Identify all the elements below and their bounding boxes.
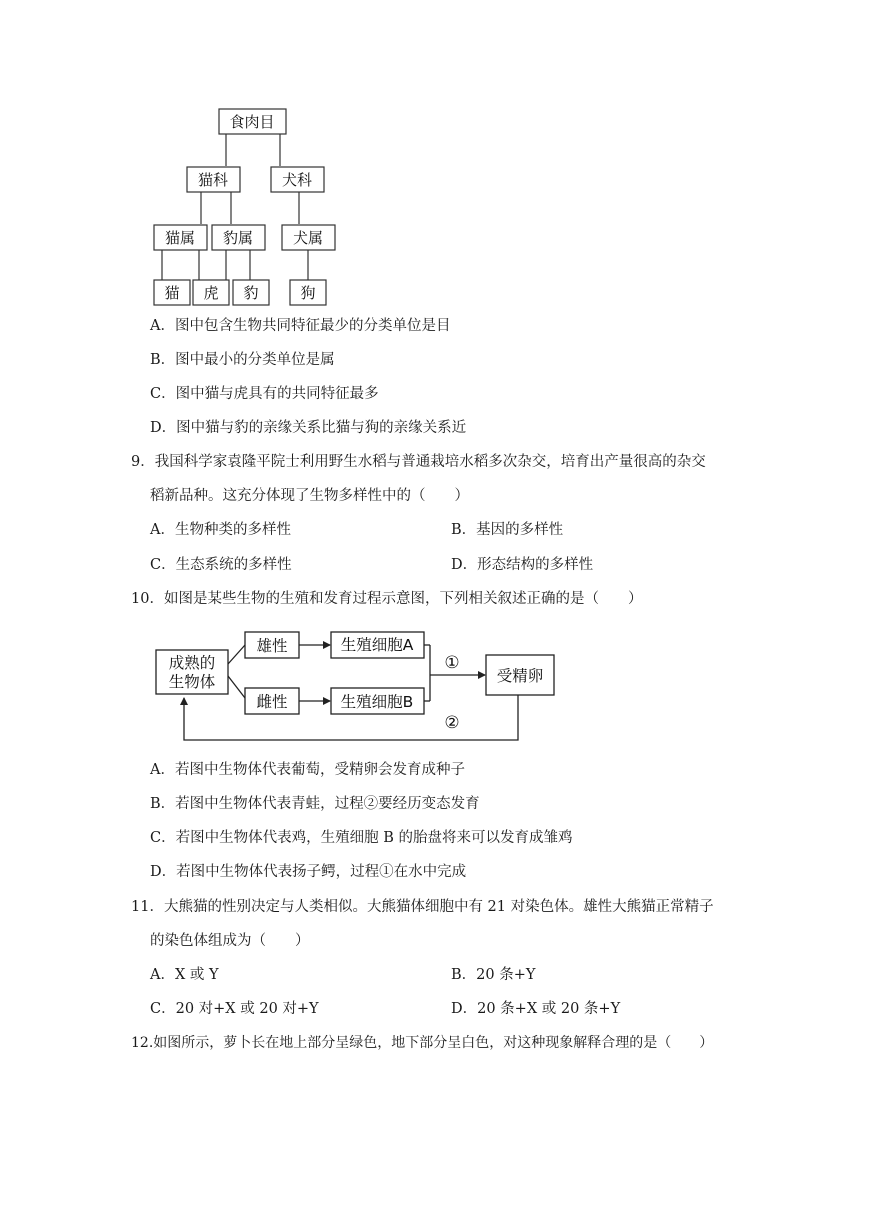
- species-cat-label: 猫: [164, 284, 180, 302]
- step-2-label: ②: [444, 713, 460, 733]
- q10-option-a: A．若图中生物体代表葡萄，受精卵会发育成种子: [150, 762, 465, 778]
- q11-stem-line2: 的染色体组成为（ ）: [150, 933, 310, 949]
- q11-option-b: B．20 条+Y: [451, 967, 536, 983]
- cell-a-label: 生殖细胞A: [340, 636, 414, 654]
- species-dog-label: 狗: [300, 284, 316, 302]
- q9-option-a: A．生物种类的多样性: [150, 522, 291, 538]
- step-1-label: ①: [444, 653, 460, 673]
- genus-cat-label: 猫属: [164, 229, 196, 247]
- q10-stem: 10．如图是某些生物的生殖和发育过程示意图，下列相关叙述正确的是（ ）: [131, 591, 643, 607]
- species-tiger-label: 虎: [203, 284, 219, 302]
- q11-option-c: C．20 对+X 或 20 对+Y: [150, 1001, 319, 1017]
- q9-option-c: C．生态系统的多样性: [150, 557, 292, 573]
- q8-option-c: C．图中猫与虎具有的共同特征最多: [150, 386, 379, 402]
- q10-option-c: C．若图中生物体代表鸡，生殖细胞 B 的胎盘将来可以发育成雏鸡: [150, 830, 573, 846]
- q9-option-d: D．形态结构的多样性: [451, 557, 594, 573]
- genus-dog-label: 犬属: [292, 229, 324, 247]
- q9-option-b: B．基因的多样性: [451, 522, 564, 538]
- reproduction-diagram: [0, 620, 869, 750]
- species-leopard-label: 豹: [243, 284, 259, 302]
- q8-option-b: B．图中最小的分类单位是属: [150, 352, 335, 368]
- family-dog-label: 犬科: [281, 171, 313, 189]
- q9-stem-line2: 稻新品种。这充分体现了生物多样性中的（ ）: [150, 488, 469, 504]
- genus-leopard-label: 豹属: [222, 229, 254, 247]
- q8-option-a: A．图中包含生物共同特征最少的分类单位是目: [150, 318, 451, 334]
- q8-option-d: D．图中猫与豹的亲缘关系比猫与狗的亲缘关系近: [150, 420, 467, 436]
- q9-stem-line1: 9．我国科学家袁隆平院士利用野生水稻与普通栽培水稻多次杂交，培育出产量很高的杂交: [131, 454, 706, 470]
- cell-b-label: 生殖细胞B: [340, 693, 414, 711]
- organism-label-line1: 成熟的: [168, 654, 216, 672]
- classification-tree-diagram: [0, 0, 869, 320]
- q11-option-d: D．20 条+X 或 20 条+Y: [451, 1001, 621, 1017]
- q11-option-a: A．X 或 Y: [150, 967, 219, 983]
- male-label: 雄性: [256, 637, 288, 655]
- organism-label-line2: 生物体: [168, 673, 216, 691]
- q11-stem-line1: 11．大熊猫的性别决定与人类相似。大熊猫体细胞中有 21 对染色体。雄性大熊猫正常精子: [131, 899, 714, 915]
- q10-option-b: B．若图中生物体代表青蛙，过程②要经历变态发育: [150, 796, 480, 812]
- order-label: 食肉目: [229, 113, 275, 131]
- zygote-label: 受精卵: [496, 667, 544, 685]
- q10-option-d: D．若图中生物体代表扬子鳄，过程①在水中完成: [150, 864, 467, 880]
- family-cat-label: 猫科: [197, 171, 229, 189]
- female-label: 雌性: [256, 693, 288, 711]
- q12-stem: 12.如图所示，萝卜长在地上部分呈绿色，地下部分呈白色，对这种现象解释合理的是（ ）: [131, 1035, 714, 1051]
